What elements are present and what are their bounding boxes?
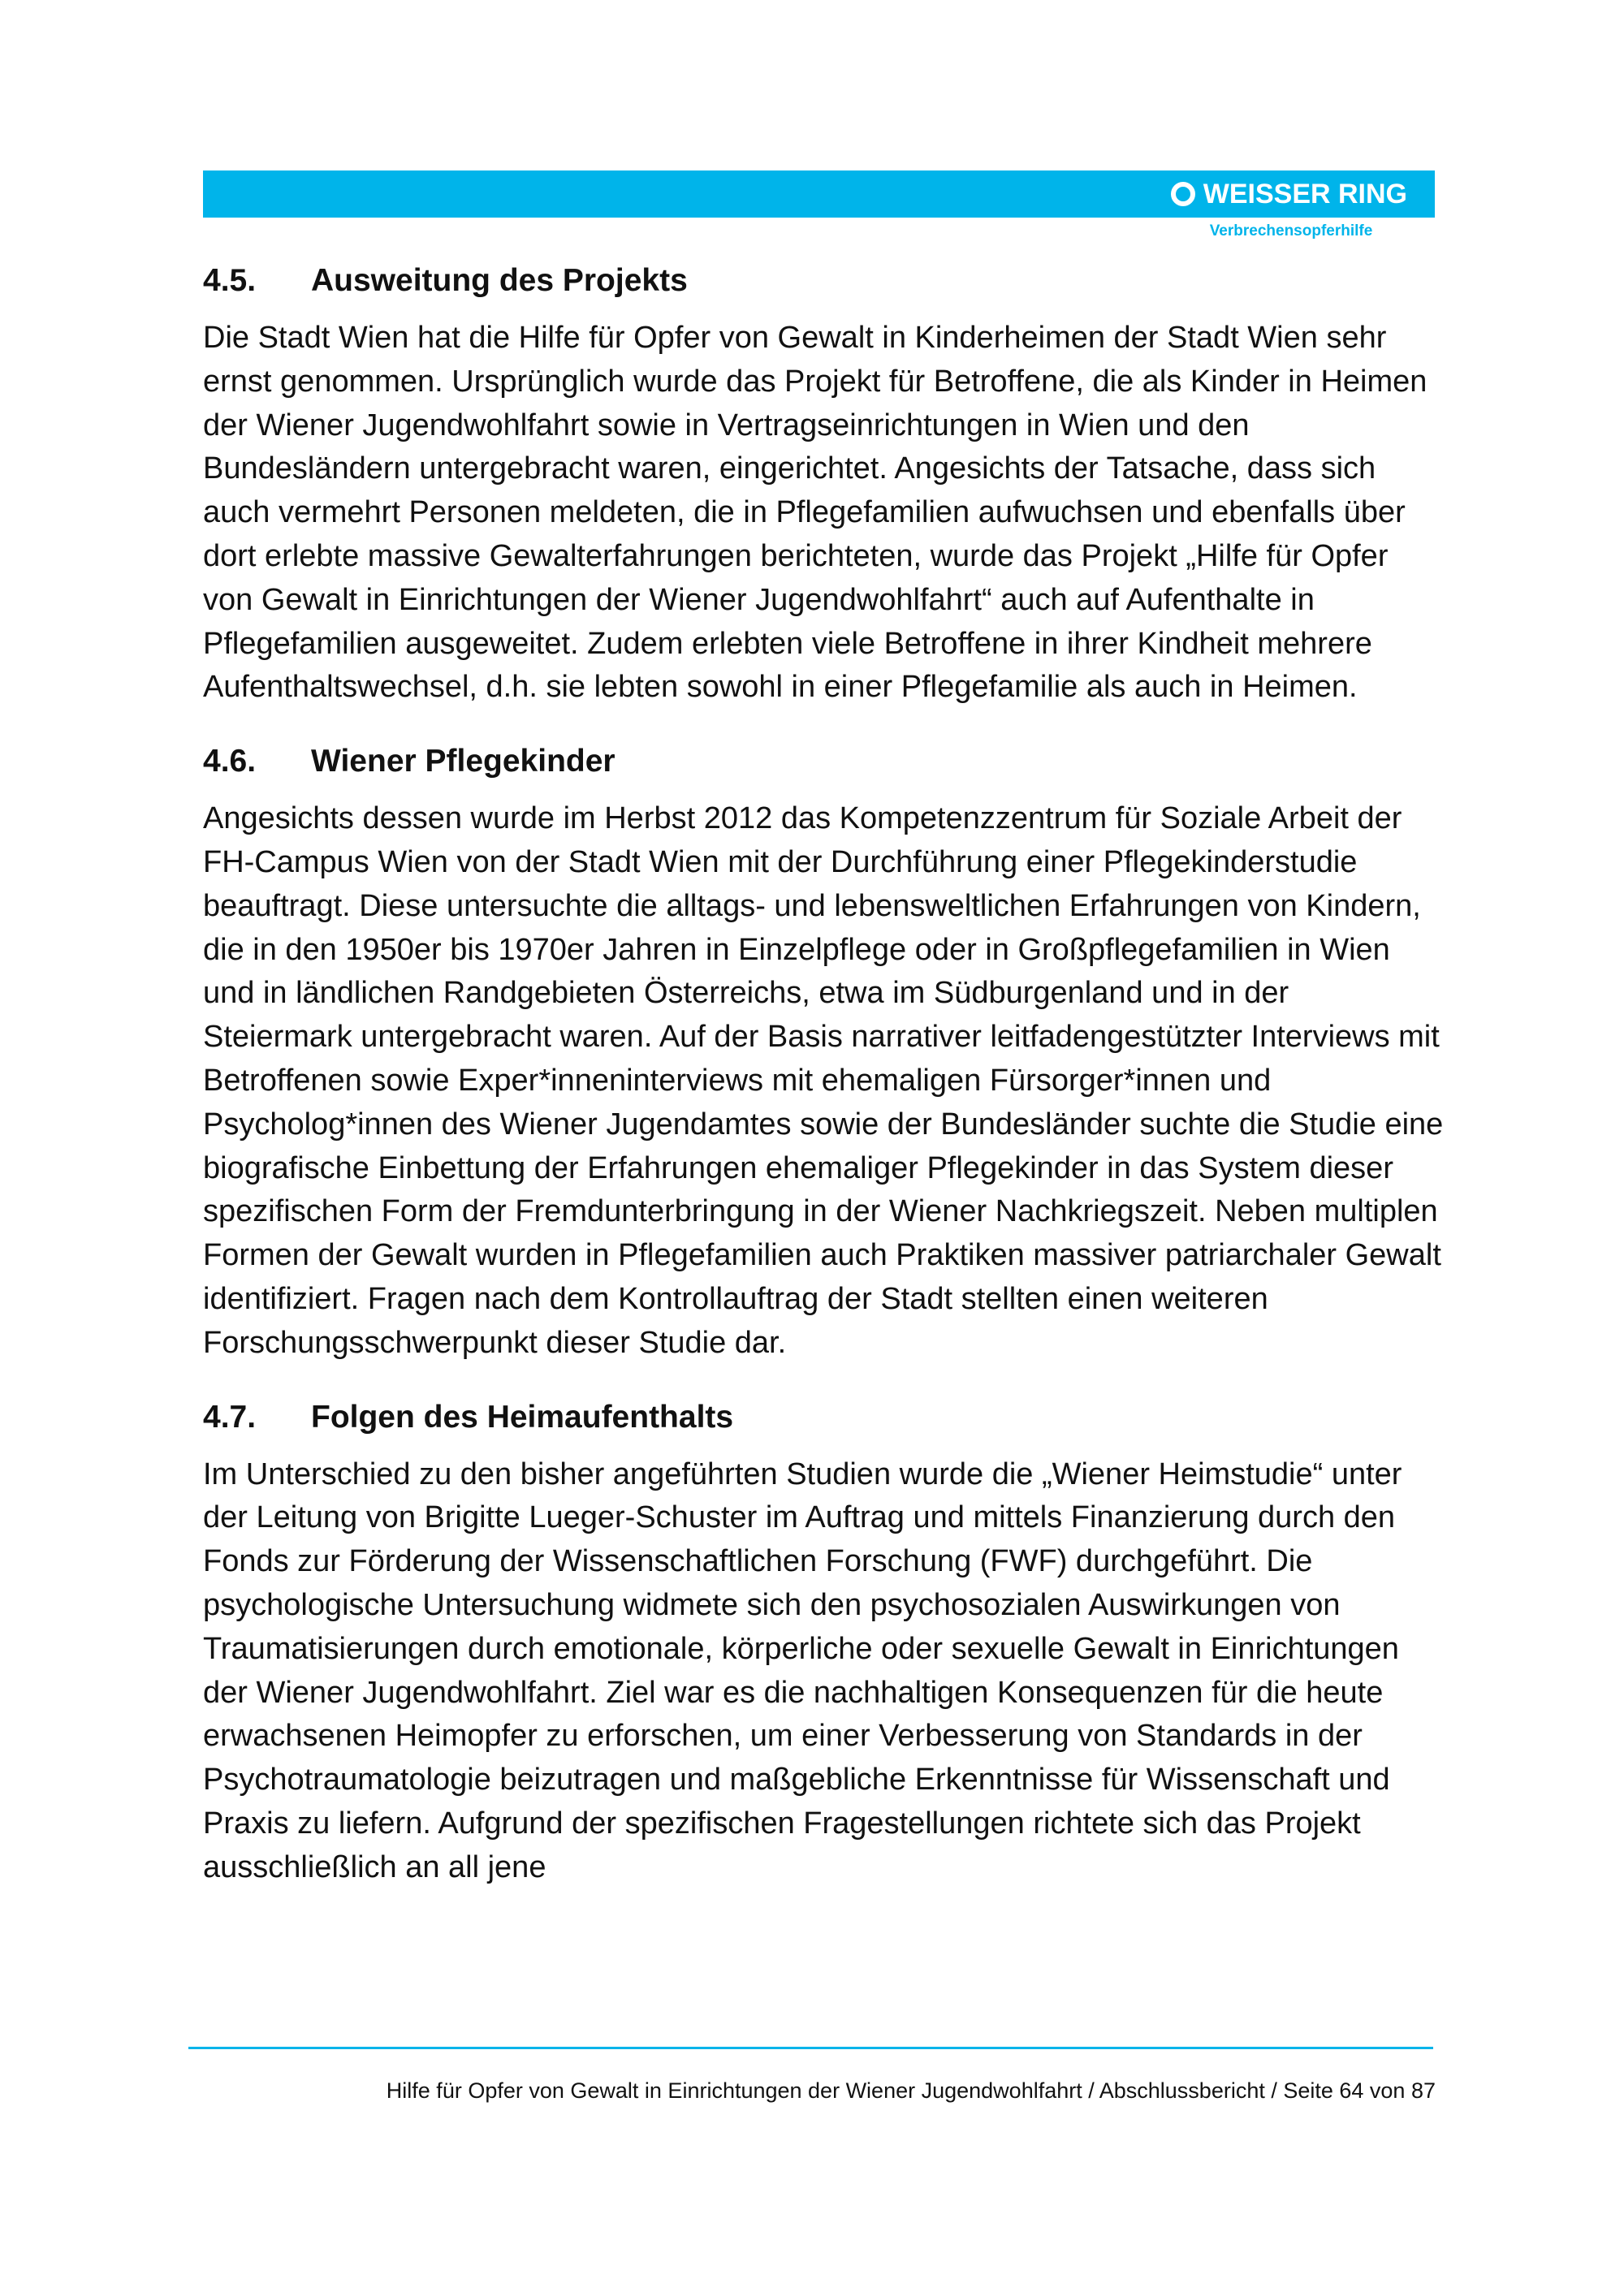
brand-name: WEISSER RING xyxy=(1203,178,1407,209)
section-heading xyxy=(203,1395,1445,1440)
section-title: Ausweitung des Projekts xyxy=(311,263,688,298)
footer-divider xyxy=(188,2047,1433,2049)
brand-logo xyxy=(1171,170,1407,218)
section-title: Wiener Pflegekinder xyxy=(311,744,615,779)
paragraph: Angesichts dessen wurde im Herbst 2012 das Kompetenzzentrum für Soziale Arbeit der FH-Campus Wien von der Stadt Wien mit der Durchführung einer Pflegekinderstudie beauftragt. Diese untersuchte die alltags- und lebensweltlichen Erfahrungen von Kindern, die in den 1950er bis 1970er Jahren in Einzelpflege oder in Großpflegefamilien in Wien und in ländlichen Randgebieten Österreichs, etwa im Südburgenland und in der Steiermark untergebracht waren. Auf der Basis narrativer leitfadengestützter Interviews mit Betroffenen sowie Exper*inneninterviews mit ehemaligen Fürsorger*innen und Psycholog*innen des Wiener Jugendamtes sowie der Bundesländer suchte die Studie eine biografische Einbettung der Erfahrungen ehemaliger Pflegekinder in das System dieser spezifischen Form der Fremdunterbringung in der Wiener Nachkriegszeit. Neben multiplen Formen der Gewalt wurden in Pflegefamilien auch Praktiken massiver patriarchaler Gewalt identifiziert. Fragen nach dem Kontrollauftrag der Stadt stellten einen weiteren Forschungsschwerpunkt dieser Studie dar. xyxy=(203,801,1444,1360)
ring-icon xyxy=(1171,182,1195,206)
section-heading xyxy=(203,258,1445,304)
section-heading xyxy=(203,739,1445,784)
paragraph: Im Unterschied zu den bisher angeführten Studien wurde die „Wiener Heimstudie“ unter der Leitung von Brigitte Lueger-Schuster im Auftrag und mittels Finanzierung durch den Fonds zur Förderung der Wissenschaftlichen Forschung (FWF) durchgeführt. Die psychologische Untersuchung widmete sich den psychosozialen Auswirkungen von Traumatisierungen durch emotionale, körperliche oder sexuelle Gewalt in Einrichtungen der Wiener Jugendwohlfahrt. Ziel war es die nachhaltigen Konsequenzen für die heute erwachsenen Heimopfer zu erforschen, um einer Verbesserung von Standards in der Psychotraumatologie beizutragen und maßgebliche Erkenntnisse für Wissenschaft und Praxis zu liefern. Aufgrund der spezifischen Fragestellungen richtete sich das Projekt ausschließlich an all jene xyxy=(203,1457,1402,1884)
section-title: Folgen des Heimaufenthalts xyxy=(311,1399,734,1435)
section-4-7 xyxy=(203,1395,1445,1890)
paragraph: Die Stadt Wien hat die Hilfe für Opfer von Gewalt in Kinderheimen der Stadt Wien sehr ernst genommen. Ursprünglich wurde das Projekt für Betroffene, die als Kinder in Heimen der Wiener Jugendwohlfahrt sowie in Vertragseinrichtungen in Wien und den Bundesländern untergebracht waren, eingerichtet. Angesichts der Tatsache, dass sich auch vermehrt Personen meldeten, die in Pflegefamilien aufwuchsen und ebenfalls über dort erlebte massive Gewalterfahrungen berichteten, wurde das Projekt „Hilfe für Opfer von Gewalt in Einrichtungen der Wiener Jugendwohlfahrt“ auch auf Aufenthalte in Pflegefamilien ausgeweitet. Zudem erlebten viele Betroffene in ihrer Kindheit mehrere Aufenthaltswechsel, d.h. sie lebten sowohl in einer Pflegefamilie als auch in Heimen. xyxy=(203,321,1427,705)
footer-text: Hilfe für Opfer von Gewalt in Einrichtungen der Wiener Jugendwohlfahrt / Abschlussbericht / Seite 64 von 87 xyxy=(386,2078,1436,2103)
section-number: 4.5. xyxy=(203,263,257,298)
brand-tagline: Verbrechensopferhilfe xyxy=(1209,222,1373,240)
header-bar xyxy=(203,170,1435,218)
section-number: 4.7. xyxy=(203,1399,257,1435)
section-number: 4.6. xyxy=(203,744,257,779)
section-4-6 xyxy=(203,739,1445,1365)
document-body xyxy=(203,258,1445,1919)
section-4-5 xyxy=(203,258,1445,710)
